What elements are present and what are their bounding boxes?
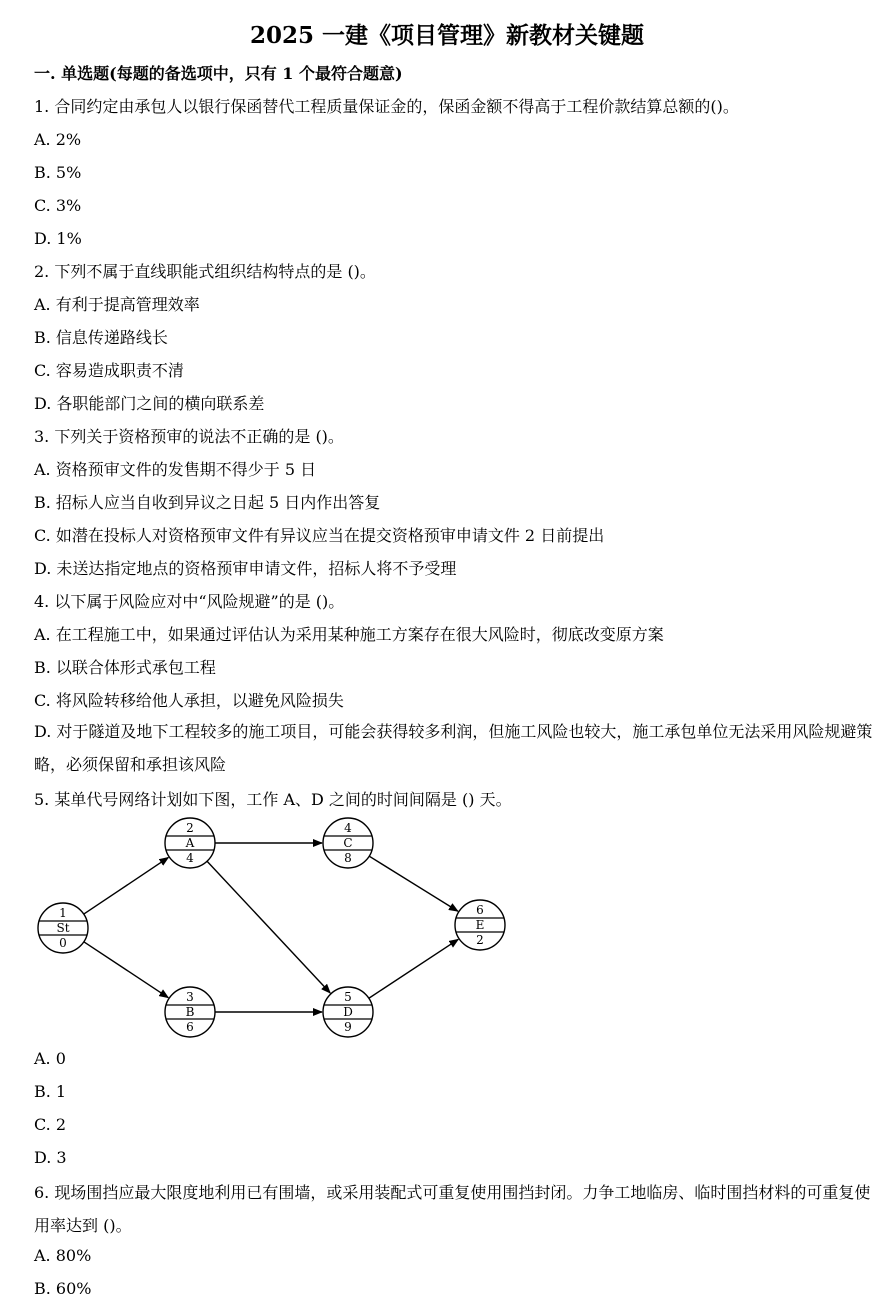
node-number: 6	[476, 903, 484, 917]
arrow-4-6	[369, 856, 458, 911]
node-number: 1	[59, 906, 67, 920]
question-5-option-d: D. 3	[34, 1148, 67, 1167]
question-2-option-c: C. 容易造成职责不清	[34, 361, 184, 380]
node-duration: 2	[476, 933, 484, 947]
node-name: C	[343, 836, 353, 850]
question-2-stem: 2. 下列不属于直线职能式组织结构特点的是 ()。	[34, 262, 376, 281]
node-name: E	[475, 918, 485, 932]
question-5-option-b: B. 1	[34, 1082, 67, 1101]
question-3-option-b: B. 招标人应当自收到异议之日起 5 日内作出答复	[34, 493, 381, 512]
node-number: 4	[344, 821, 352, 835]
question-1-option-b: B. 5%	[34, 163, 82, 182]
network-diagram	[34, 812, 514, 1048]
node-name: D	[343, 1005, 353, 1019]
node-duration: 8	[344, 851, 352, 865]
node-name: St	[56, 921, 70, 935]
question-5-stem: 5. 某单代号网络计划如下图，工作 A、D 之间的时间间隔是 () 天。	[34, 790, 512, 809]
question-1-option-d: D. 1%	[34, 229, 82, 248]
node-number: 3	[186, 990, 194, 1004]
question-4-option-a: A. 在工程施工中，如果通过评估认为采用某种施工方案存在很大风险时，彻底改变原方案	[34, 625, 664, 644]
question-5-option-c: C. 2	[34, 1115, 67, 1134]
network-node-5	[323, 987, 373, 1037]
question-3-option-a: A. 资格预审文件的发售期不得少于 5 日	[34, 460, 317, 479]
question-1-option-a: A. 2%	[34, 130, 82, 149]
network-node-3	[165, 987, 215, 1037]
section-heading: 一. 单选题(每题的备选项中，只有 1 个最符合题意)	[34, 64, 403, 83]
question-4-option-c: C. 将风险转移给他人承担，以避免风险损失	[34, 691, 344, 710]
question-6-option-b: B. 60%	[34, 1279, 92, 1298]
network-node-1	[38, 903, 88, 953]
node-name: A	[185, 836, 195, 850]
question-1-option-c: C. 3%	[34, 196, 82, 215]
question-5-option-a: A. 0	[34, 1049, 66, 1068]
question-1-stem: 1. 合同约定由承包人以银行保函替代工程质量保证金的，保函金额不得高于工程价款结算总额的()。	[34, 97, 739, 116]
network-node-6	[455, 900, 505, 950]
node-duration: 0	[59, 936, 67, 950]
node-duration: 4	[186, 851, 194, 865]
arrow-5-6	[369, 939, 458, 998]
node-number: 5	[344, 990, 352, 1004]
question-4-option-d: D. 对于隧道及地下工程较多的施工项目，可能会获得较多利润，但施工风险也较大，施工承包单位无法采用风险规避策略，必须保留和承担该风险	[34, 722, 873, 774]
question-2-option-b: B. 信息传递路线长	[34, 328, 168, 347]
question-4-option-b: B. 以联合体形式承包工程	[34, 658, 216, 677]
question-2-option-d: D. 各职能部门之间的横向联系差	[34, 394, 265, 413]
arrow-1-2	[84, 857, 169, 914]
question-3-option-c: C. 如潜在投标人对资格预审文件有异议应当在提交资格预审申请文件 2 日前提出	[34, 526, 605, 545]
question-3-option-d: D. 未送达指定地点的资格预审申请文件，招标人将不予受理	[34, 559, 457, 578]
node-name: B	[185, 1005, 195, 1019]
question-2-option-a: A. 有利于提高管理效率	[34, 295, 200, 314]
network-node-4	[323, 818, 373, 868]
network-node-2	[165, 818, 215, 868]
arrow-2-5	[207, 861, 330, 993]
question-4-stem: 4. 以下属于风险应对中“风险规避”的是 ()。	[34, 592, 345, 611]
node-duration: 6	[186, 1020, 194, 1034]
node-number: 2	[186, 821, 194, 835]
question-6-stem: 6. 现场围挡应最大限度地利用已有围墙，或采用装配式可重复使用围挡封闭。力争工地临房、临时围挡材料的可重复使用率达到 ()。	[34, 1183, 871, 1235]
question-6-option-a: A. 80%	[34, 1246, 92, 1265]
node-duration: 9	[344, 1020, 352, 1034]
document-title: 2025 一建《项目管理》新教材关键题	[249, 22, 645, 49]
question-3-stem: 3. 下列关于资格预审的说法不正确的是 ()。	[34, 427, 344, 446]
arrow-1-3	[84, 942, 168, 998]
